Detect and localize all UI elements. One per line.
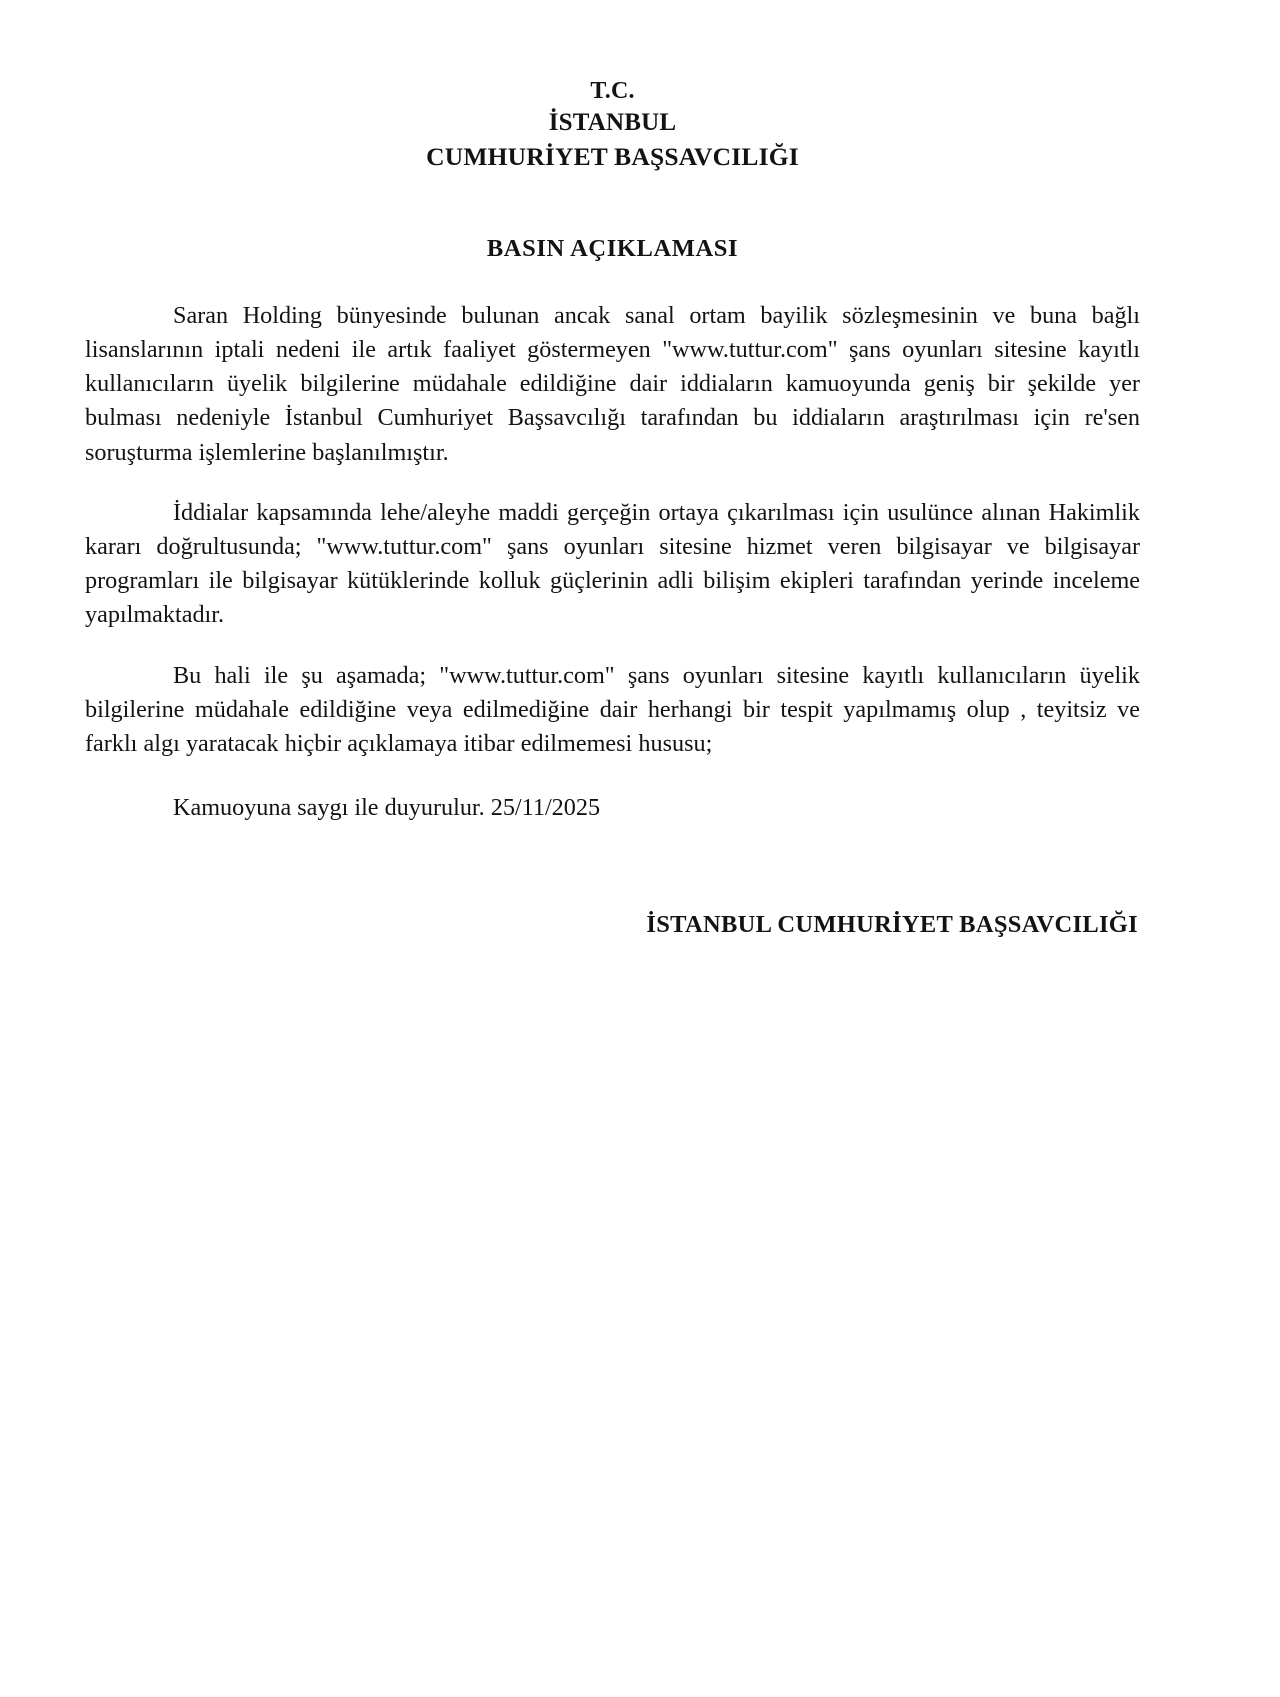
letterhead-line-office: CUMHURİYET BAŞSAVCILIĞI <box>426 141 799 171</box>
document-content <box>85 0 1140 939</box>
page-title: BASIN AÇIKLAMASI <box>486 234 739 262</box>
paragraph-3: Bu hali ile şu aşamada; "www.tuttur.com" şans oyunları sitesine kayıtlı kullanıcıların üyelik bilgilerine müdahale edildiğine veya edilmediğine dair herhangi bir tespit yapılmamış olup , teyitsiz ve farklı algı yaratacak hiçbir açıklamaya itibar edilmemesi hususu; <box>85 661 1140 758</box>
letterhead <box>85 76 1140 173</box>
paragraph-2: İddialar kapsamında lehe/aleyhe maddi gerçeğin ortaya çıkarılması için usulünce alınan Hakimlik kararı doğrultusunda; "www.tuttur.com" şans oyunları sitesine hizmet veren bilgisayar ve bilgisayar programları ile bilgisayar kütüklerinde kolluk güçlerinin adli bilişim ekipleri tarafından yerinde inceleme yapılmaktadır. <box>85 498 1140 629</box>
letterhead-line-republic: T.C. <box>590 78 635 104</box>
paragraph-1: Saran Holding bünyesinde bulunan ancak sanal ortam bayilik sözleşmesinin ve buna bağlı lisanslarının iptali nedeni ile artık faaliyet göstermeyen "www.tuttur.com" şans oyunları sitesine kayıtlı kullanıcıların üyelik bilgilerine müdahale edildiğine dair iddiaların kamuoyunda geniş bir şekilde yer bulması nedeniyle İstanbul Cumhuriyet Başsavcılığı tarafından bu iddiaların araştırılması için re'sen soruşturma işlemlerine başlanılmıştır. <box>85 301 1140 466</box>
closing-line: Kamuoyuna saygı ile duyurulur. 25/11/2025 <box>173 794 601 822</box>
letterhead-line-city: İSTANBUL <box>548 109 677 137</box>
body-text <box>85 299 1140 826</box>
signature-block: İSTANBUL CUMHURİYET BAŞSAVCILIĞI <box>646 911 1138 939</box>
